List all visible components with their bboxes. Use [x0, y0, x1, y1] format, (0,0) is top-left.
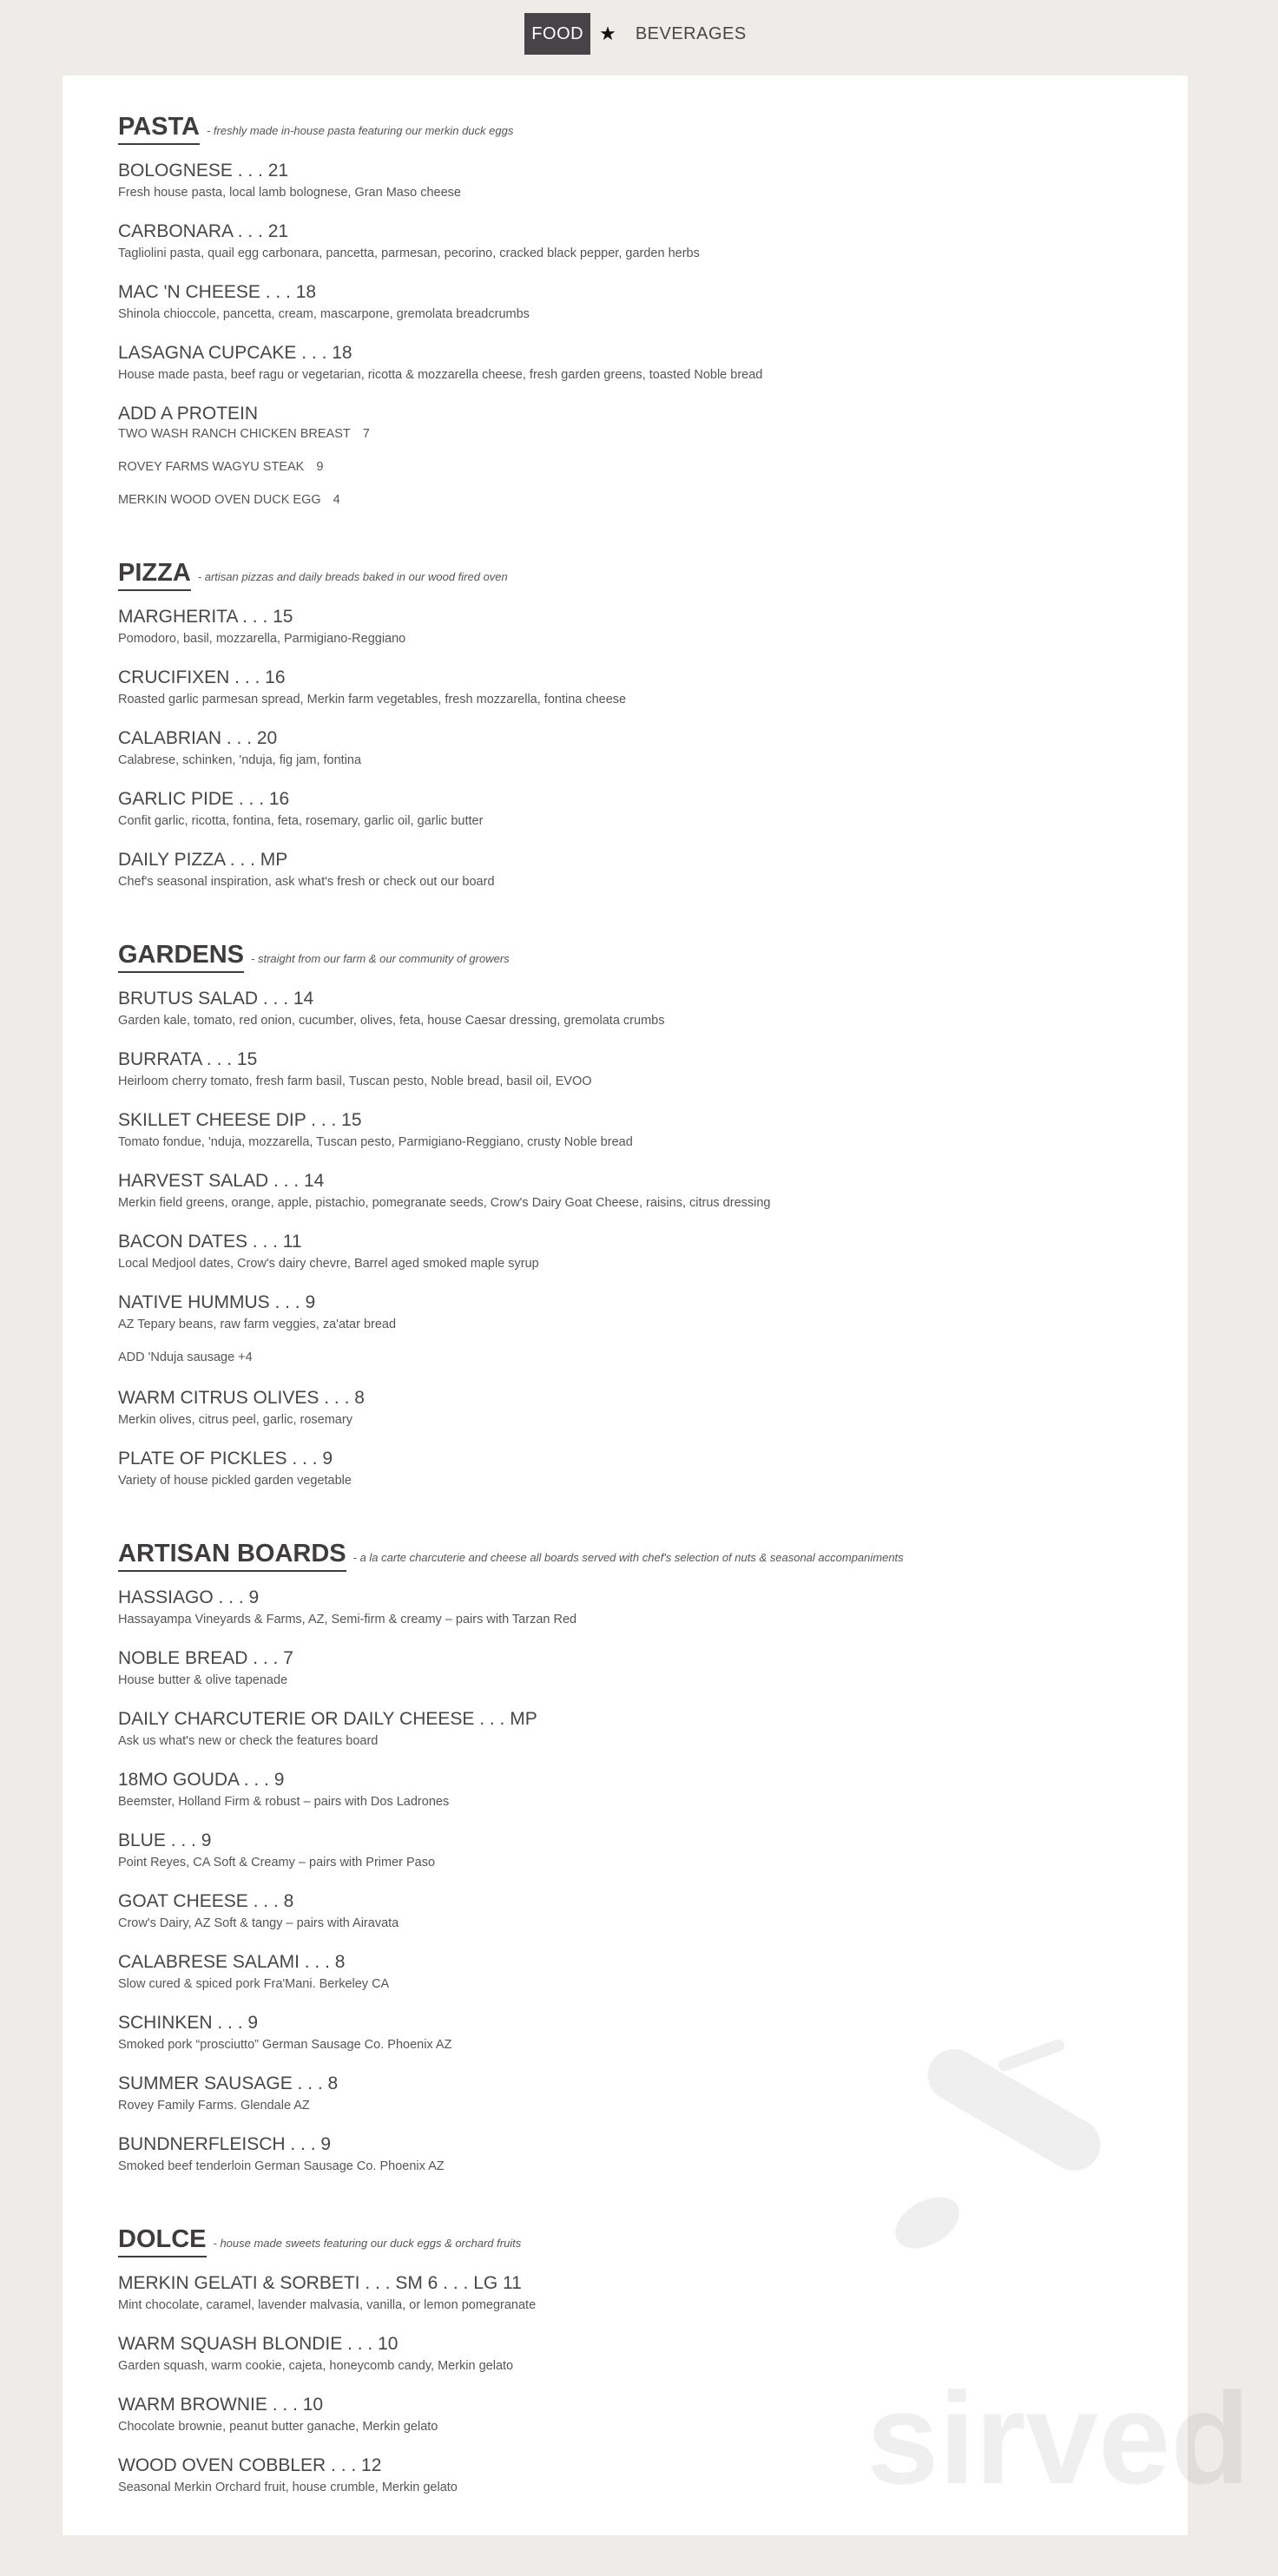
menu-item-description: Heirloom cherry tomato, fresh farm basil, Tuscan pesto, Noble bread, basil oil, EVOO	[118, 1074, 592, 1088]
menu-item	[118, 1447, 1160, 1490]
menu-item	[118, 2454, 1160, 2497]
menu-item-description: House made pasta, beef ragu or vegetarian, ricotta & mozzarella cheese, fresh garden greens, toasted Noble bread	[118, 368, 763, 382]
menu-item-title: MAC 'N CHEESE . . . 18	[118, 282, 317, 302]
menu-item-title: MERKIN GELATI & SORBETI . . . SM 6 . . . LG 11	[118, 2273, 522, 2293]
menu-item	[118, 1707, 1160, 1751]
menu-item	[118, 726, 1160, 770]
menu-item-title: WARM CITRUS OLIVES . . . 8	[118, 1388, 365, 1408]
menu-item-description: Garden squash, warm cookie, cajeta, honeycomb candy, Merkin gelato	[118, 2359, 514, 2373]
menu-item-title: CRUCIFIXEN . . . 16	[118, 667, 286, 687]
menu-item-description: Pomodoro, basil, mozzarella, Parmigiano-Reggiano	[118, 632, 406, 646]
menu-item-description: Point Reyes, CA Soft & Creamy – pairs with Primer Paso	[118, 1856, 436, 1870]
menu-item-title: BACON DATES . . . 11	[118, 1232, 302, 1252]
menu-item	[118, 159, 1160, 202]
menu-item-description: Ask us what's new or check the features board	[118, 1734, 379, 1748]
menu-category-nav	[0, 13, 1278, 55]
menu-item	[118, 1889, 1160, 1933]
menu-item	[118, 787, 1160, 831]
menu-item-description: Tagliolini pasta, quail egg carbonara, pancetta, parmesan, pecorino, cracked black pepper, garden herbs	[118, 246, 700, 260]
menu-item-description: Smoked pork “prosciutto” German Sausage Co. Phoenix AZ	[118, 2038, 452, 2052]
section-title: PASTA	[118, 112, 200, 145]
menu-item-description: Roasted garlic parmesan spread, Merkin farm vegetables, fresh mozzarella, fontina cheese	[118, 693, 627, 706]
menu-item-description: Tomato fondue, 'nduja, mozzarella, Tuscan pesto, Parmigiano-Reggiano, crusty Noble bread	[118, 1135, 633, 1149]
menu-item-title: BURRATA . . . 15	[118, 1049, 258, 1069]
section-header	[118, 1539, 1160, 1577]
addon-price: 9	[316, 460, 324, 474]
menu-item-title: WARM BROWNIE . . . 10	[118, 2395, 324, 2415]
menu-card	[63, 76, 1250, 2535]
menu-item-title: CALABRESE SALAMI . . . 8	[118, 1952, 346, 1972]
menu-item-description: Local Medjool dates, Crow's dairy chevre, Barrel aged smoked maple syrup	[118, 1257, 539, 1271]
menu-section-artisan-boards	[118, 1539, 1160, 2176]
menu-item-description: Confit garlic, ricotta, fontina, feta, rosemary, garlic oil, garlic butter	[118, 814, 484, 828]
section-title: DOLCE	[118, 2224, 207, 2257]
menu-item	[118, 1108, 1160, 1152]
addon-item	[118, 457, 1160, 476]
menu-item-title: CARBONARA . . . 21	[118, 221, 289, 241]
menu-item	[118, 1386, 1160, 1429]
section-title: ARTISAN BOARDS	[118, 1539, 346, 1572]
menu-section-gardens	[118, 940, 1160, 1490]
section-subtitle: - house made sweets featuring our duck eggs & orchard fruits	[213, 2237, 522, 2250]
menu-item	[118, 1768, 1160, 1811]
section-header	[118, 112, 1160, 150]
menu-item-description: Shinola chioccole, pancetta, cream, mascarpone, gremolata breadcrumbs	[118, 307, 530, 321]
menu-item	[118, 1291, 1160, 1334]
menu-item-description: Chef's seasonal inspiration, ask what's fresh or check out our board	[118, 875, 495, 889]
menu-item	[118, 666, 1160, 709]
menu-item-title: DAILY CHARCUTERIE OR DAILY CHEESE . . . MP	[118, 1709, 537, 1729]
menu-item-description: Slow cured & spiced pork Fra'Mani. Berkeley CA	[118, 1977, 390, 1991]
menu-item-description: Merkin field greens, orange, apple, pistachio, pomegranate seeds, Crow's Dairy Goat Cheese, raisins, citrus dressing	[118, 1196, 771, 1210]
menu-item	[118, 1230, 1160, 1273]
menu-item	[118, 1586, 1160, 1629]
addon-item	[118, 490, 1160, 509]
menu-item	[118, 2072, 1160, 2115]
menu-item-description: Calabrese, schinken, 'nduja, fig jam, fontina	[118, 753, 362, 767]
menu-item-description: Garden kale, tomato, red onion, cucumber, olives, feta, house Caesar dressing, gremolata crumbs	[118, 1014, 665, 1028]
section-subtitle: - artisan pizzas and daily breads baked in our wood fired oven	[197, 570, 508, 583]
svg-text:sirved: sirved	[866, 2365, 1250, 2511]
section-subtitle: - straight from our farm & our community of growers	[251, 952, 510, 965]
menu-item	[118, 605, 1160, 648]
menu-item	[118, 2132, 1160, 2176]
menu-item-description: Mint chocolate, caramel, lavender malvasia, vanilla, or lemon pomegranate	[118, 2298, 537, 2312]
menu-item	[118, 402, 1160, 426]
menu-section-pizza	[118, 558, 1160, 891]
menu-item-title: BOLOGNESE . . . 21	[118, 161, 289, 181]
menu-item-description: Beemster, Holland Firm & robust – pairs with Dos Ladrones	[118, 1795, 450, 1809]
menu-item-description: Crow's Dairy, AZ Soft & tangy – pairs with Airavata	[118, 1916, 399, 1930]
section-header	[118, 2224, 1160, 2263]
menu-item	[118, 341, 1160, 384]
menu-item-title: ADD A PROTEIN	[118, 404, 259, 424]
section-header	[118, 940, 1160, 978]
addon-name: TWO WASH RANCH CHICKEN BREAST	[118, 427, 351, 441]
section-title: PIZZA	[118, 558, 191, 591]
menu-item-description: House butter & olive tapenade	[118, 1673, 288, 1687]
addon-name: MERKIN WOOD OVEN DUCK EGG	[118, 493, 321, 507]
menu-content	[118, 112, 1160, 2546]
menu-item-title: CALABRIAN . . . 20	[118, 728, 278, 748]
menu-item-title: DAILY PIZZA . . . MP	[118, 850, 288, 870]
section-subtitle: - a la carte charcuterie and cheese all boards served with chef's selection of nuts & seasonal accompaniments	[352, 1551, 904, 1564]
menu-item-title: NATIVE HUMMUS . . . 9	[118, 1292, 316, 1312]
menu-item-title: SKILLET CHEESE DIP . . . 15	[118, 1110, 362, 1130]
menu-item-title: NOBLE BREAD . . . 7	[118, 1648, 293, 1668]
tab-food[interactable]: FOOD	[524, 13, 590, 55]
menu-item-description: Variety of house pickled garden vegetable	[118, 1474, 352, 1488]
tab-beverages[interactable]: BEVERAGES	[635, 24, 747, 43]
menu-section-pasta	[118, 112, 1160, 509]
menu-item-title: GARLIC PIDE . . . 16	[118, 789, 290, 809]
menu-item-title: 18MO GOUDA . . . 9	[118, 1770, 285, 1790]
menu-item-description: Hassayampa Vineyards & Farms, AZ, Semi-firm & creamy – pairs with Tarzan Red	[118, 1613, 577, 1626]
menu-item-title: SUMMER SAUSAGE . . . 8	[118, 2073, 339, 2093]
menu-item-description: AZ Tepary beans, raw farm veggies, za'atar bread	[118, 1318, 397, 1331]
menu-item-title: HARVEST SALAD . . . 14	[118, 1171, 325, 1191]
menu-item-title: SCHINKEN . . . 9	[118, 2013, 259, 2033]
section-subtitle: - freshly made in-house pasta featuring our merkin duck eggs	[206, 124, 514, 137]
section-header	[118, 558, 1160, 596]
menu-item-description: Merkin olives, citrus peel, garlic, rosemary	[118, 1413, 352, 1427]
menu-item-title: HASSIAGO . . . 9	[118, 1587, 260, 1607]
addon-price: 7	[362, 427, 370, 441]
menu-item	[118, 280, 1160, 324]
section-title: GARDENS	[118, 940, 244, 973]
addon-price: 4	[333, 493, 340, 507]
menu-item	[118, 1950, 1160, 1994]
menu-item-title: BUNDNERFLEISCH . . . 9	[118, 2134, 332, 2154]
menu-item	[118, 1169, 1160, 1212]
menu-item-title: PLATE OF PICKLES . . . 9	[118, 1449, 333, 1469]
menu-item	[118, 987, 1160, 1030]
menu-item-title: BRUTUS SALAD . . . 14	[118, 989, 314, 1009]
menu-item	[118, 1829, 1160, 1872]
menu-item-title: GOAT CHEESE . . . 8	[118, 1891, 294, 1911]
menu-item-description: Chocolate brownie, peanut butter ganache, Merkin gelato	[118, 2420, 438, 2434]
addon-name: ROVEY FARMS WAGYU STEAK	[118, 460, 305, 474]
menu-item-title: WARM SQUASH BLONDIE . . . 10	[118, 2334, 399, 2354]
menu-item	[118, 220, 1160, 263]
menu-item-title: MARGHERITA . . . 15	[118, 607, 293, 627]
menu-section-dolce	[118, 2224, 1160, 2497]
menu-item	[118, 1048, 1160, 1091]
addon-item	[118, 424, 1160, 444]
menu-item-description: Seasonal Merkin Orchard fruit, house crumble, Merkin gelato	[118, 2481, 458, 2494]
menu-item-description: Smoked beef tenderloin German Sausage Co. Phoenix AZ	[118, 2159, 445, 2173]
star-icon: ★	[599, 23, 616, 44]
menu-item-title: WOOD OVEN COBBLER . . . 12	[118, 2455, 382, 2475]
menu-item	[118, 2393, 1160, 2436]
menu-item	[118, 2332, 1160, 2376]
menu-item	[118, 2011, 1160, 2054]
menu-item-description: Rovey Family Farms. Glendale AZ	[118, 2099, 310, 2113]
menu-item	[118, 2271, 1160, 2315]
menu-item	[118, 1646, 1160, 1690]
menu-item-description: Fresh house pasta, local lamb bolognese, Gran Maso cheese	[118, 186, 461, 200]
menu-item-title: LASAGNA CUPCAKE . . . 18	[118, 343, 352, 363]
menu-item-note: ADD 'Nduja sausage +4	[118, 1350, 253, 1364]
menu-item	[118, 848, 1160, 891]
menu-item-title: BLUE . . . 9	[118, 1830, 212, 1850]
